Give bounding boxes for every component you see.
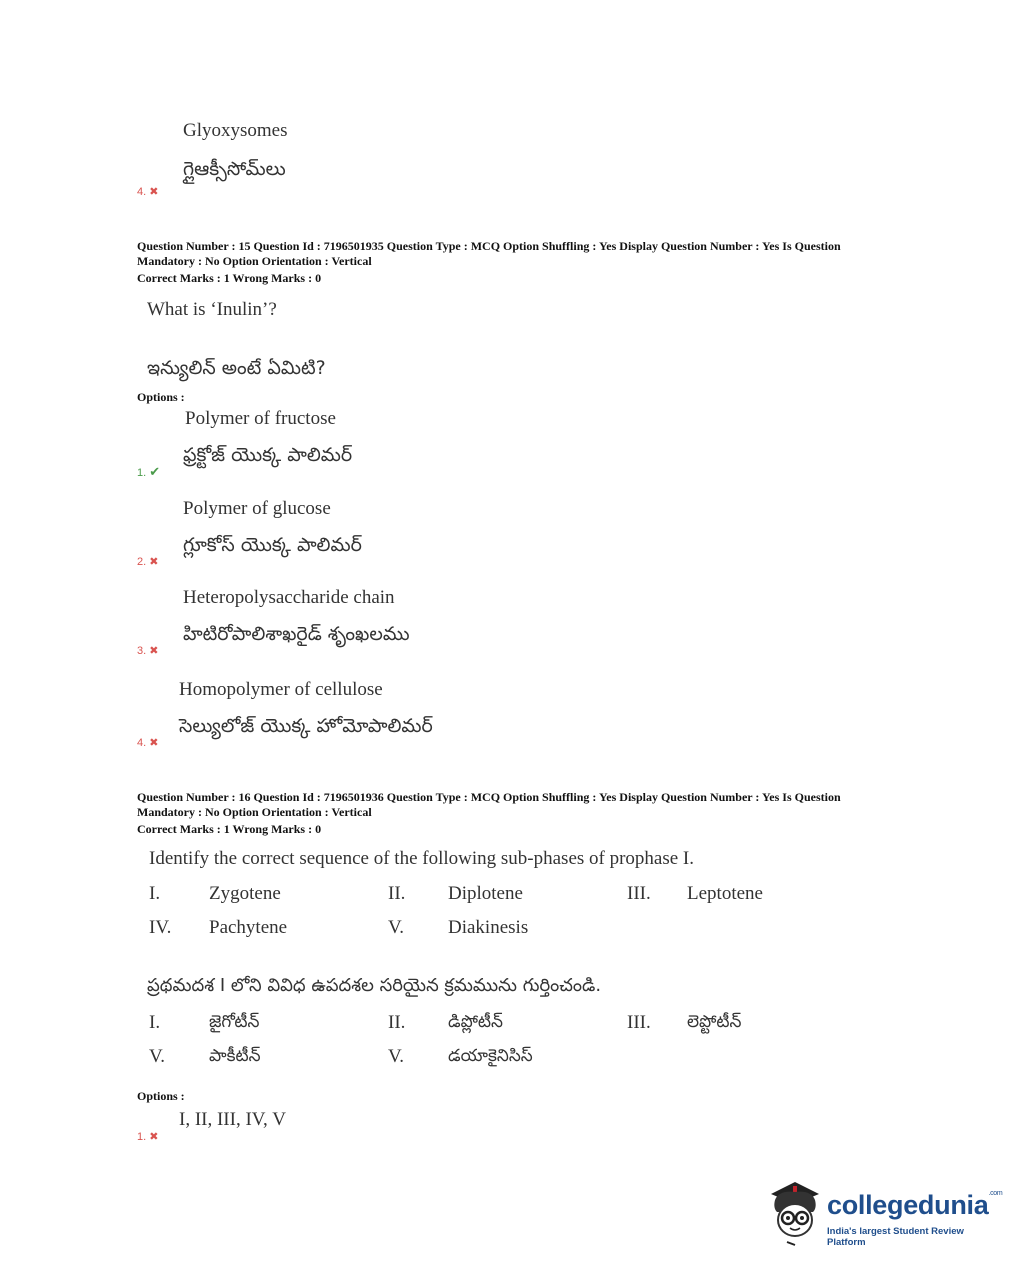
check-icon: ✔: [149, 464, 161, 479]
item-pachytene-telugu: పాకీటీన్: [209, 1046, 261, 1066]
question-15-english: What is ‘Inulin’?: [147, 299, 277, 320]
item-leptotene-telugu: లెప్టోటీన్: [687, 1012, 742, 1032]
cross-icon: ✖: [149, 556, 159, 568]
option-4-number: [137, 185, 158, 198]
option-number-label: 2.: [137, 556, 147, 568]
meta-line-2: Mandatory : No Option Orientation : Vertical: [137, 805, 372, 819]
item-num: V.: [388, 1046, 405, 1067]
options-label: Options :: [137, 390, 185, 404]
option-4-telugu: సెల్యులోజ్ యొక్క హోమోపాలిమర్: [179, 715, 433, 737]
question-16-telugu: ప్రథమదశ I లోని వివిధ ఉపదశల సరియైన క్రమమును గుర్తించండి.: [147, 975, 602, 996]
collegedunia-logo: [765, 1178, 1003, 1248]
option-number-label: 1.: [137, 467, 147, 479]
option-3-english: Heteropolysaccharide chain: [183, 587, 395, 608]
option-4-number: [137, 736, 158, 749]
item-num: I.: [149, 1012, 161, 1033]
option-2-english: Polymer of glucose: [183, 498, 331, 519]
item-num: IV.: [149, 917, 172, 938]
option-1-telugu: ఫ్రక్టోజ్ యొక్క పాలిమర్: [183, 444, 353, 466]
cross-icon: ✖: [149, 1131, 159, 1143]
question-15-meta: [137, 239, 897, 286]
options-label: Options :: [137, 1089, 185, 1103]
option-4-english: Homopolymer of cellulose: [179, 679, 383, 700]
question-15-telugu: ఇన్యులిన్ అంటే ఏమిటి?: [147, 357, 326, 379]
option-number-label: 4.: [137, 186, 147, 198]
option-3-telugu: హిటిరోపాలిశాఖరైడ్ శృంఖలము: [183, 623, 410, 645]
question-16-english: Identify the correct sequence of the following sub-phases of prophase I.: [149, 848, 695, 869]
item-zygotene: Zygotene: [209, 883, 281, 904]
option-4-english: Glyoxysomes: [183, 120, 288, 141]
option-1-english: Polymer of fructose: [185, 408, 336, 429]
brand-text: collegedunia: [827, 1190, 989, 1220]
option-4-telugu: గ్లైఆక్సీసోమ్‌లు: [183, 158, 286, 180]
option-1-text: I, II, III, IV, V: [179, 1109, 286, 1130]
item-zygotene-telugu: జైగోటీన్: [209, 1012, 260, 1032]
option-1-number: [137, 464, 160, 480]
option-number-label: 4.: [137, 737, 147, 749]
item-diplotene: Diplotene: [448, 883, 523, 904]
cross-icon: ✖: [149, 737, 159, 749]
item-leptotene: Leptotene: [687, 883, 763, 904]
option-2-telugu: గ్లూకోస్ యొక్క పాలిమర్: [183, 534, 362, 556]
cross-icon: ✖: [149, 645, 159, 657]
brand-tagline: India's largest Student Review Platform: [827, 1226, 964, 1248]
option-3-number: [137, 644, 158, 657]
question-16-meta: [137, 790, 897, 837]
item-diakinesis-telugu: డయాకైనిసిస్: [448, 1046, 533, 1066]
marks-line: Correct Marks : 1 Wrong Marks : 0: [137, 822, 322, 836]
meta-line-2: Mandatory : No Option Orientation : Vertical: [137, 254, 372, 268]
item-diplotene-telugu: డిప్లోటీన్: [448, 1012, 503, 1032]
item-num: III.: [627, 883, 651, 904]
item-num: V.: [149, 1046, 166, 1067]
option-1-number: [137, 1130, 158, 1143]
item-num: I.: [149, 883, 161, 904]
brand-suffix: .com: [988, 1190, 1003, 1197]
meta-line-1: Question Number : 16 Question Id : 7196501936 Question Type : MCQ Option Shuffling : Yes Display Question Number : Yes Is Question: [137, 790, 841, 804]
item-num: II.: [388, 1012, 406, 1033]
item-diakinesis: Diakinesis: [448, 917, 529, 938]
brand-name: [827, 1190, 1002, 1221]
option-2-number: [137, 555, 158, 568]
mascot-icon: [765, 1178, 825, 1246]
meta-line-1: Question Number : 15 Question Id : 7196501935 Question Type : MCQ Option Shuffling : Yes Display Question Number : Yes Is Question: [137, 239, 841, 253]
cross-icon: ✖: [149, 186, 159, 198]
item-pachytene: Pachytene: [209, 917, 288, 938]
option-number-label: 1.: [137, 1131, 147, 1143]
item-num: V.: [388, 917, 405, 938]
item-num: III.: [627, 1012, 651, 1033]
item-num: II.: [388, 883, 406, 904]
marks-line: Correct Marks : 1 Wrong Marks : 0: [137, 271, 322, 285]
option-number-label: 3.: [137, 645, 147, 657]
